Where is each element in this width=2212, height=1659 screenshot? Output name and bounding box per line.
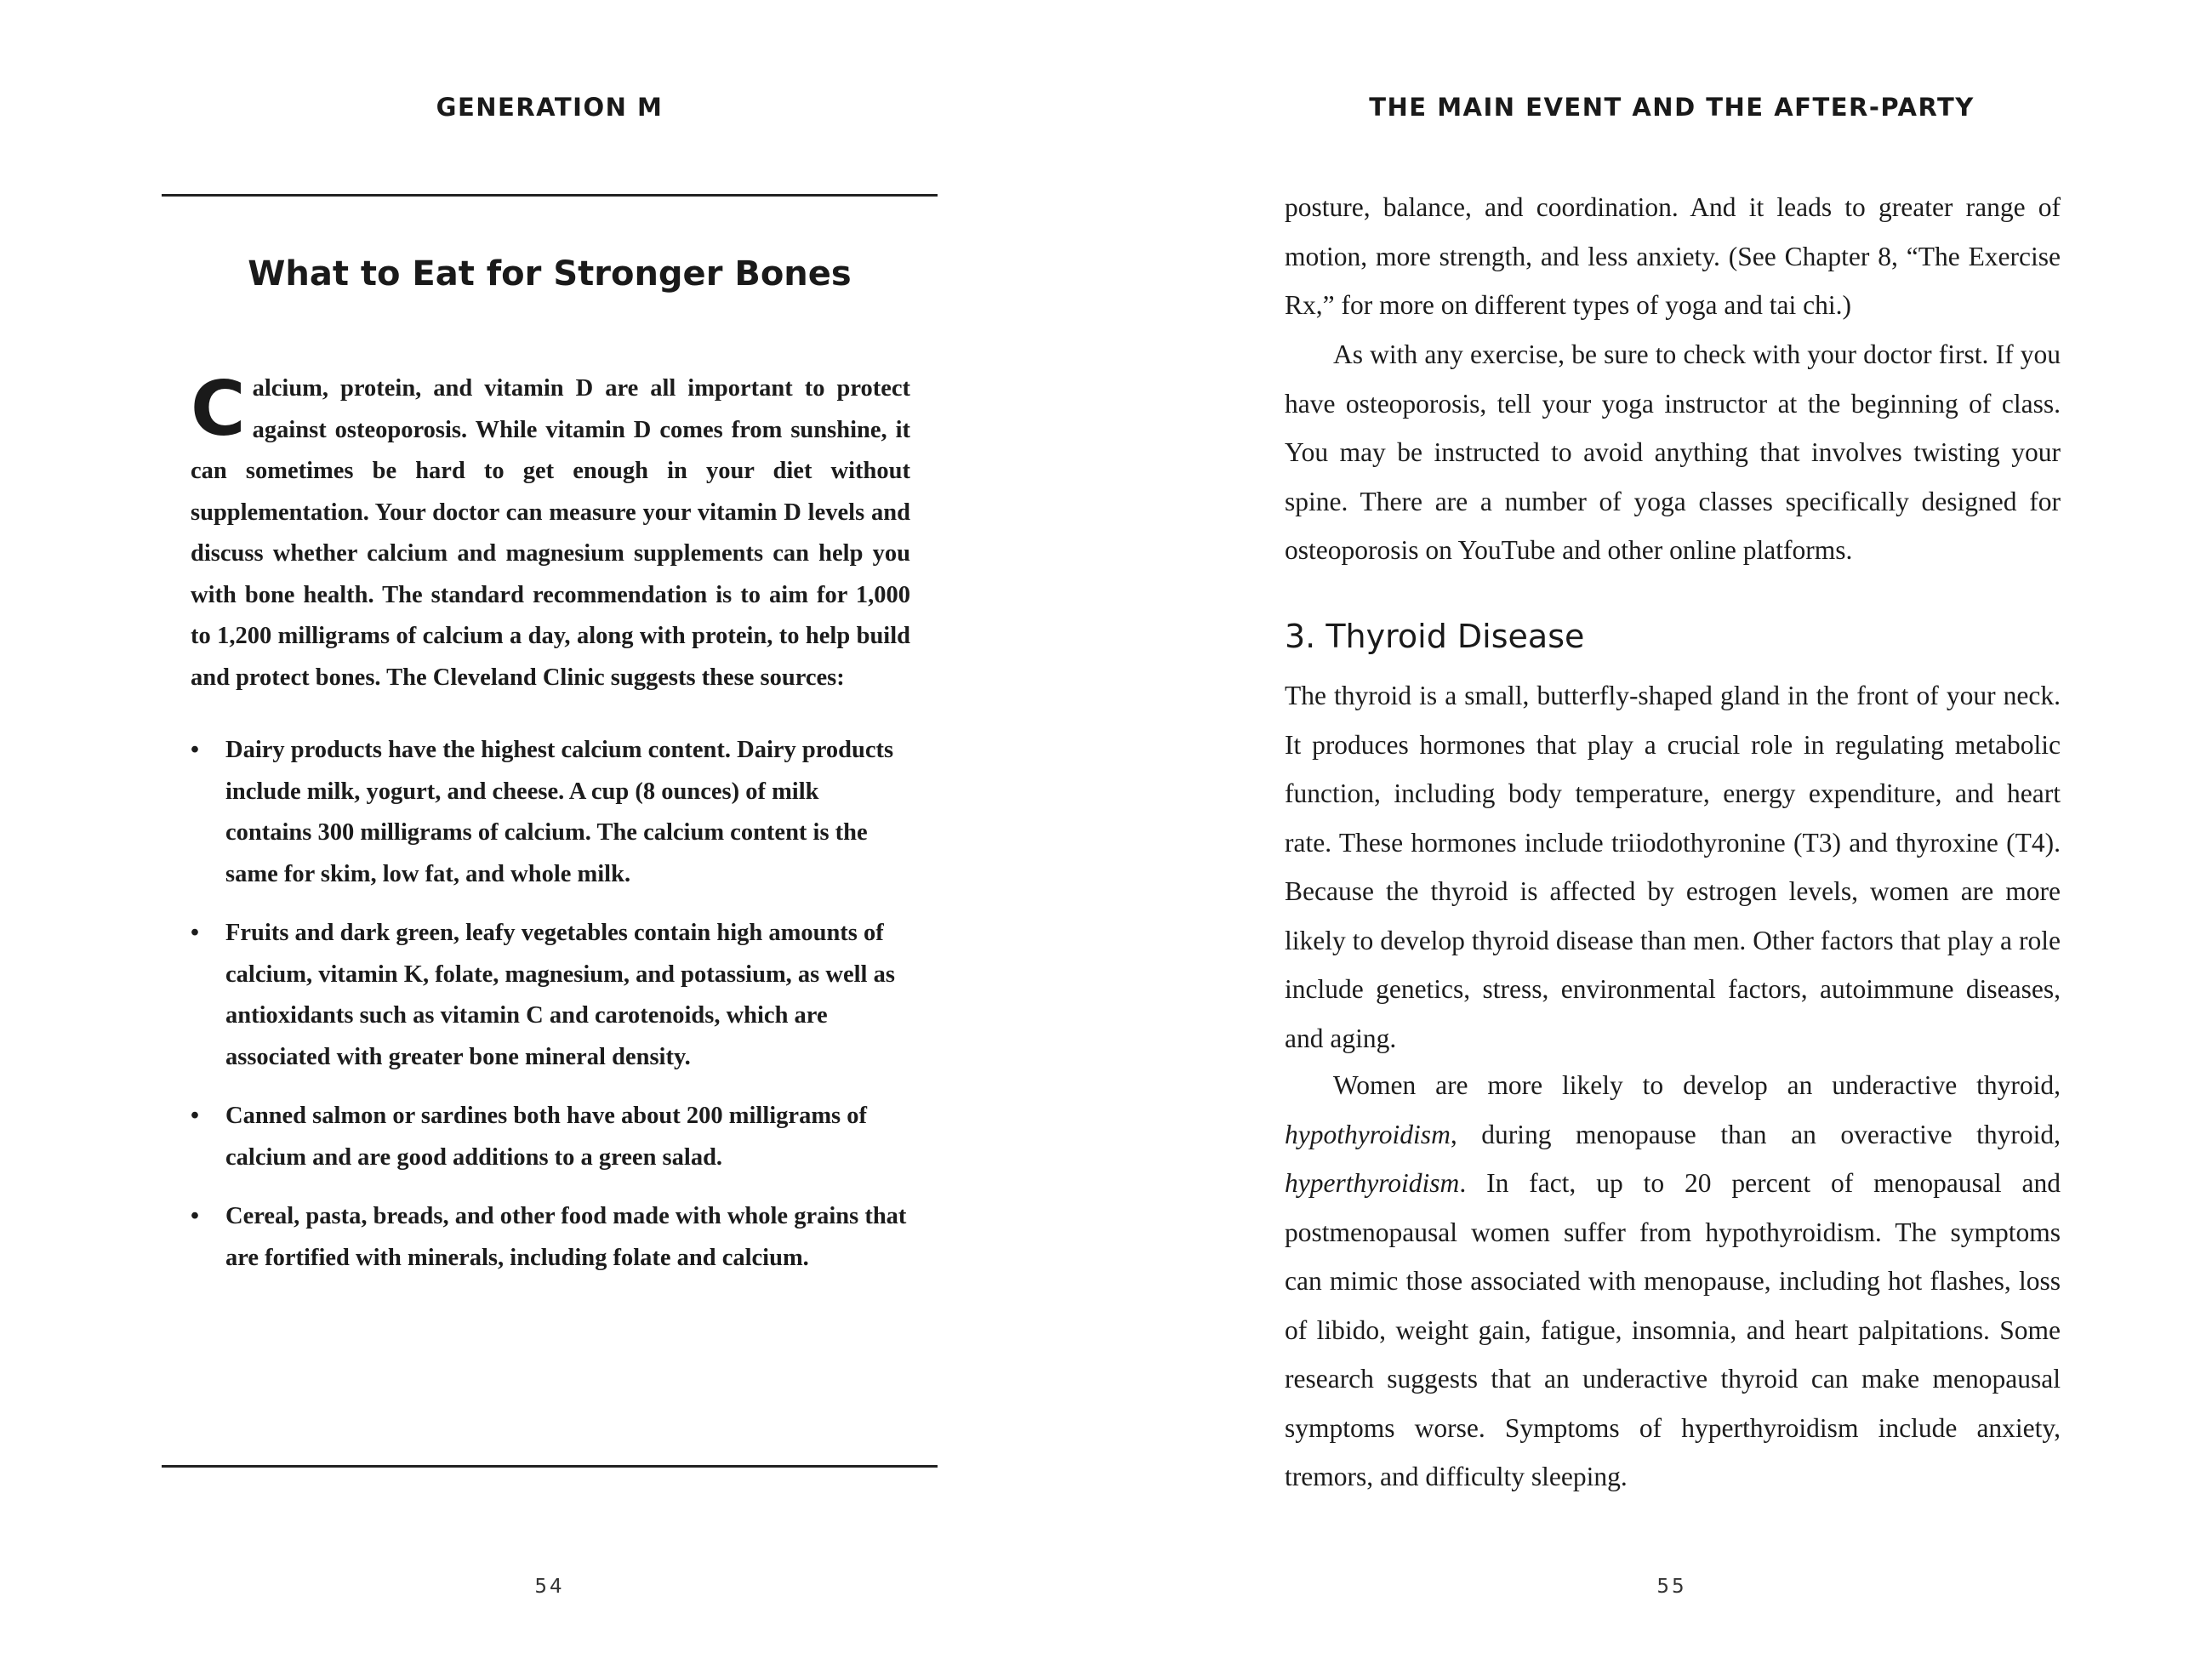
list-item-text: Canned salmon or sardines both have about 200 milligrams of calcium and are good additions to a green salad.: [225, 1103, 868, 1171]
page-number-left: 54: [534, 1576, 565, 1598]
page-number-right: 55: [1656, 1576, 1687, 1598]
running-head-right: THE MAIN EVENT AND THE AFTER-PARTY: [1369, 93, 1975, 122]
exercise-paragraph: As with any exercise, be sure to check with your doctor first. If you have osteoporosis, tell your yoga instructor at the beginning of class. You may be instructed to avoid anything that involves twisting your spine. There are a number of yoga classes specifically designed for osteoporosis on YouTube and other online platforms.: [1285, 339, 2061, 565]
italic-term-hyperthyroidism: hyperthyroidism: [1285, 1168, 1460, 1198]
sidebar-top-rule: [162, 194, 938, 197]
section-heading: 3. Thyroid Disease: [1285, 618, 1585, 655]
drop-cap: C: [191, 365, 246, 453]
sidebar-intro-text: alcium, protein, and vitamin D are all important to protect against osteoporosis. While vitamin D comes from sunshine, it can sometimes be hard to get enough in your diet without supplementation. Your doctor can measure your vitamin D levels and discuss whether calcium and magnesium supplements can help you with bone health. The standard recommendation is to aim for 1,000 to 1,200 milligrams of calcium a day, along with protein, to help build and protect bones. The Cleveland Clinic suggests these sources:: [191, 375, 910, 691]
bullet-icon: •: [191, 920, 199, 946]
italic-term-hypothyroidism: hypothyroidism: [1285, 1119, 1451, 1149]
list-item: [191, 1196, 910, 1279]
list-item: [191, 913, 910, 1078]
thyroid-paragraph: The thyroid is a small, butterfly-shaped gland in the front of your neck. It produces hormones that play a crucial role in regulating metabolic function, including body temperature, energy expenditure, and heart rate. These hormones include triiodothyronine (T3) and thyroxine (T4). Because the thyroid is affected by estrogen levels, women are more likely to develop thyroid disease than men. Other factors that play a role include genetics, stress, environmental factors, autoimmune diseases, and aging.: [1285, 681, 2061, 1053]
bullet-icon: •: [191, 737, 199, 763]
sidebar-title: What to Eat for Stronger Bones: [248, 254, 852, 294]
list-item: [191, 1096, 910, 1178]
menopause-text-part: . In fact, up to 20 percent of menopausal and postmenopausal women suffer from hypothyroidism. The symptoms can mimic those associated with menopause, including hot flashes, loss of libido, weight gain, fatigue, insomnia, and heart palpitations. Some research suggests that an underactive thyroid can make menopausal symptoms worse. Symptoms of hyperthyroidism include anxiety, tremors, and difficulty sleeping.: [1285, 1168, 2061, 1491]
list-item-text: Fruits and dark green, leafy vegetables contain high amounts of calcium, vitamin K, folate, magnesium, and potassium, as well as antioxidants such as vitamin C and carotenoids, which are associated with greater bone mineral density.: [225, 920, 895, 1070]
bullet-icon: •: [191, 1103, 199, 1129]
menopause-text-part: , during menopause than an overactive thyroid,: [1450, 1119, 2061, 1149]
list-item-text: Cereal, pasta, breads, and other food made with whole grains that are fortified with minerals, including folate and calcium.: [225, 1203, 907, 1271]
sidebar-intro-paragraph: [191, 365, 910, 698]
running-head-left: GENERATION M: [436, 93, 664, 122]
menopause-paragraph: [1285, 1061, 2061, 1502]
calcium-sources-list: [191, 730, 910, 1297]
menopause-text-part: Women are more likely to develop an underactive thyroid,: [1333, 1070, 2061, 1100]
sidebar-bottom-rule: [162, 1465, 938, 1468]
bullet-icon: •: [191, 1203, 199, 1229]
list-item: [191, 730, 910, 895]
continuation-paragraph: posture, balance, and coordination. And it leads to greater range of motion, more strength, and less anxiety. (See Chapter 8, “The Exercise Rx,” for more on different types of yoga and tai chi.): [1285, 192, 2061, 320]
list-item-text: Dairy products have the highest calcium content. Dairy products include milk, yogurt, and cheese. A cup (8 ounces) of milk contains 300 milligrams of calcium. The calcium content is the same for skim, low fat, and whole milk.: [225, 737, 894, 887]
